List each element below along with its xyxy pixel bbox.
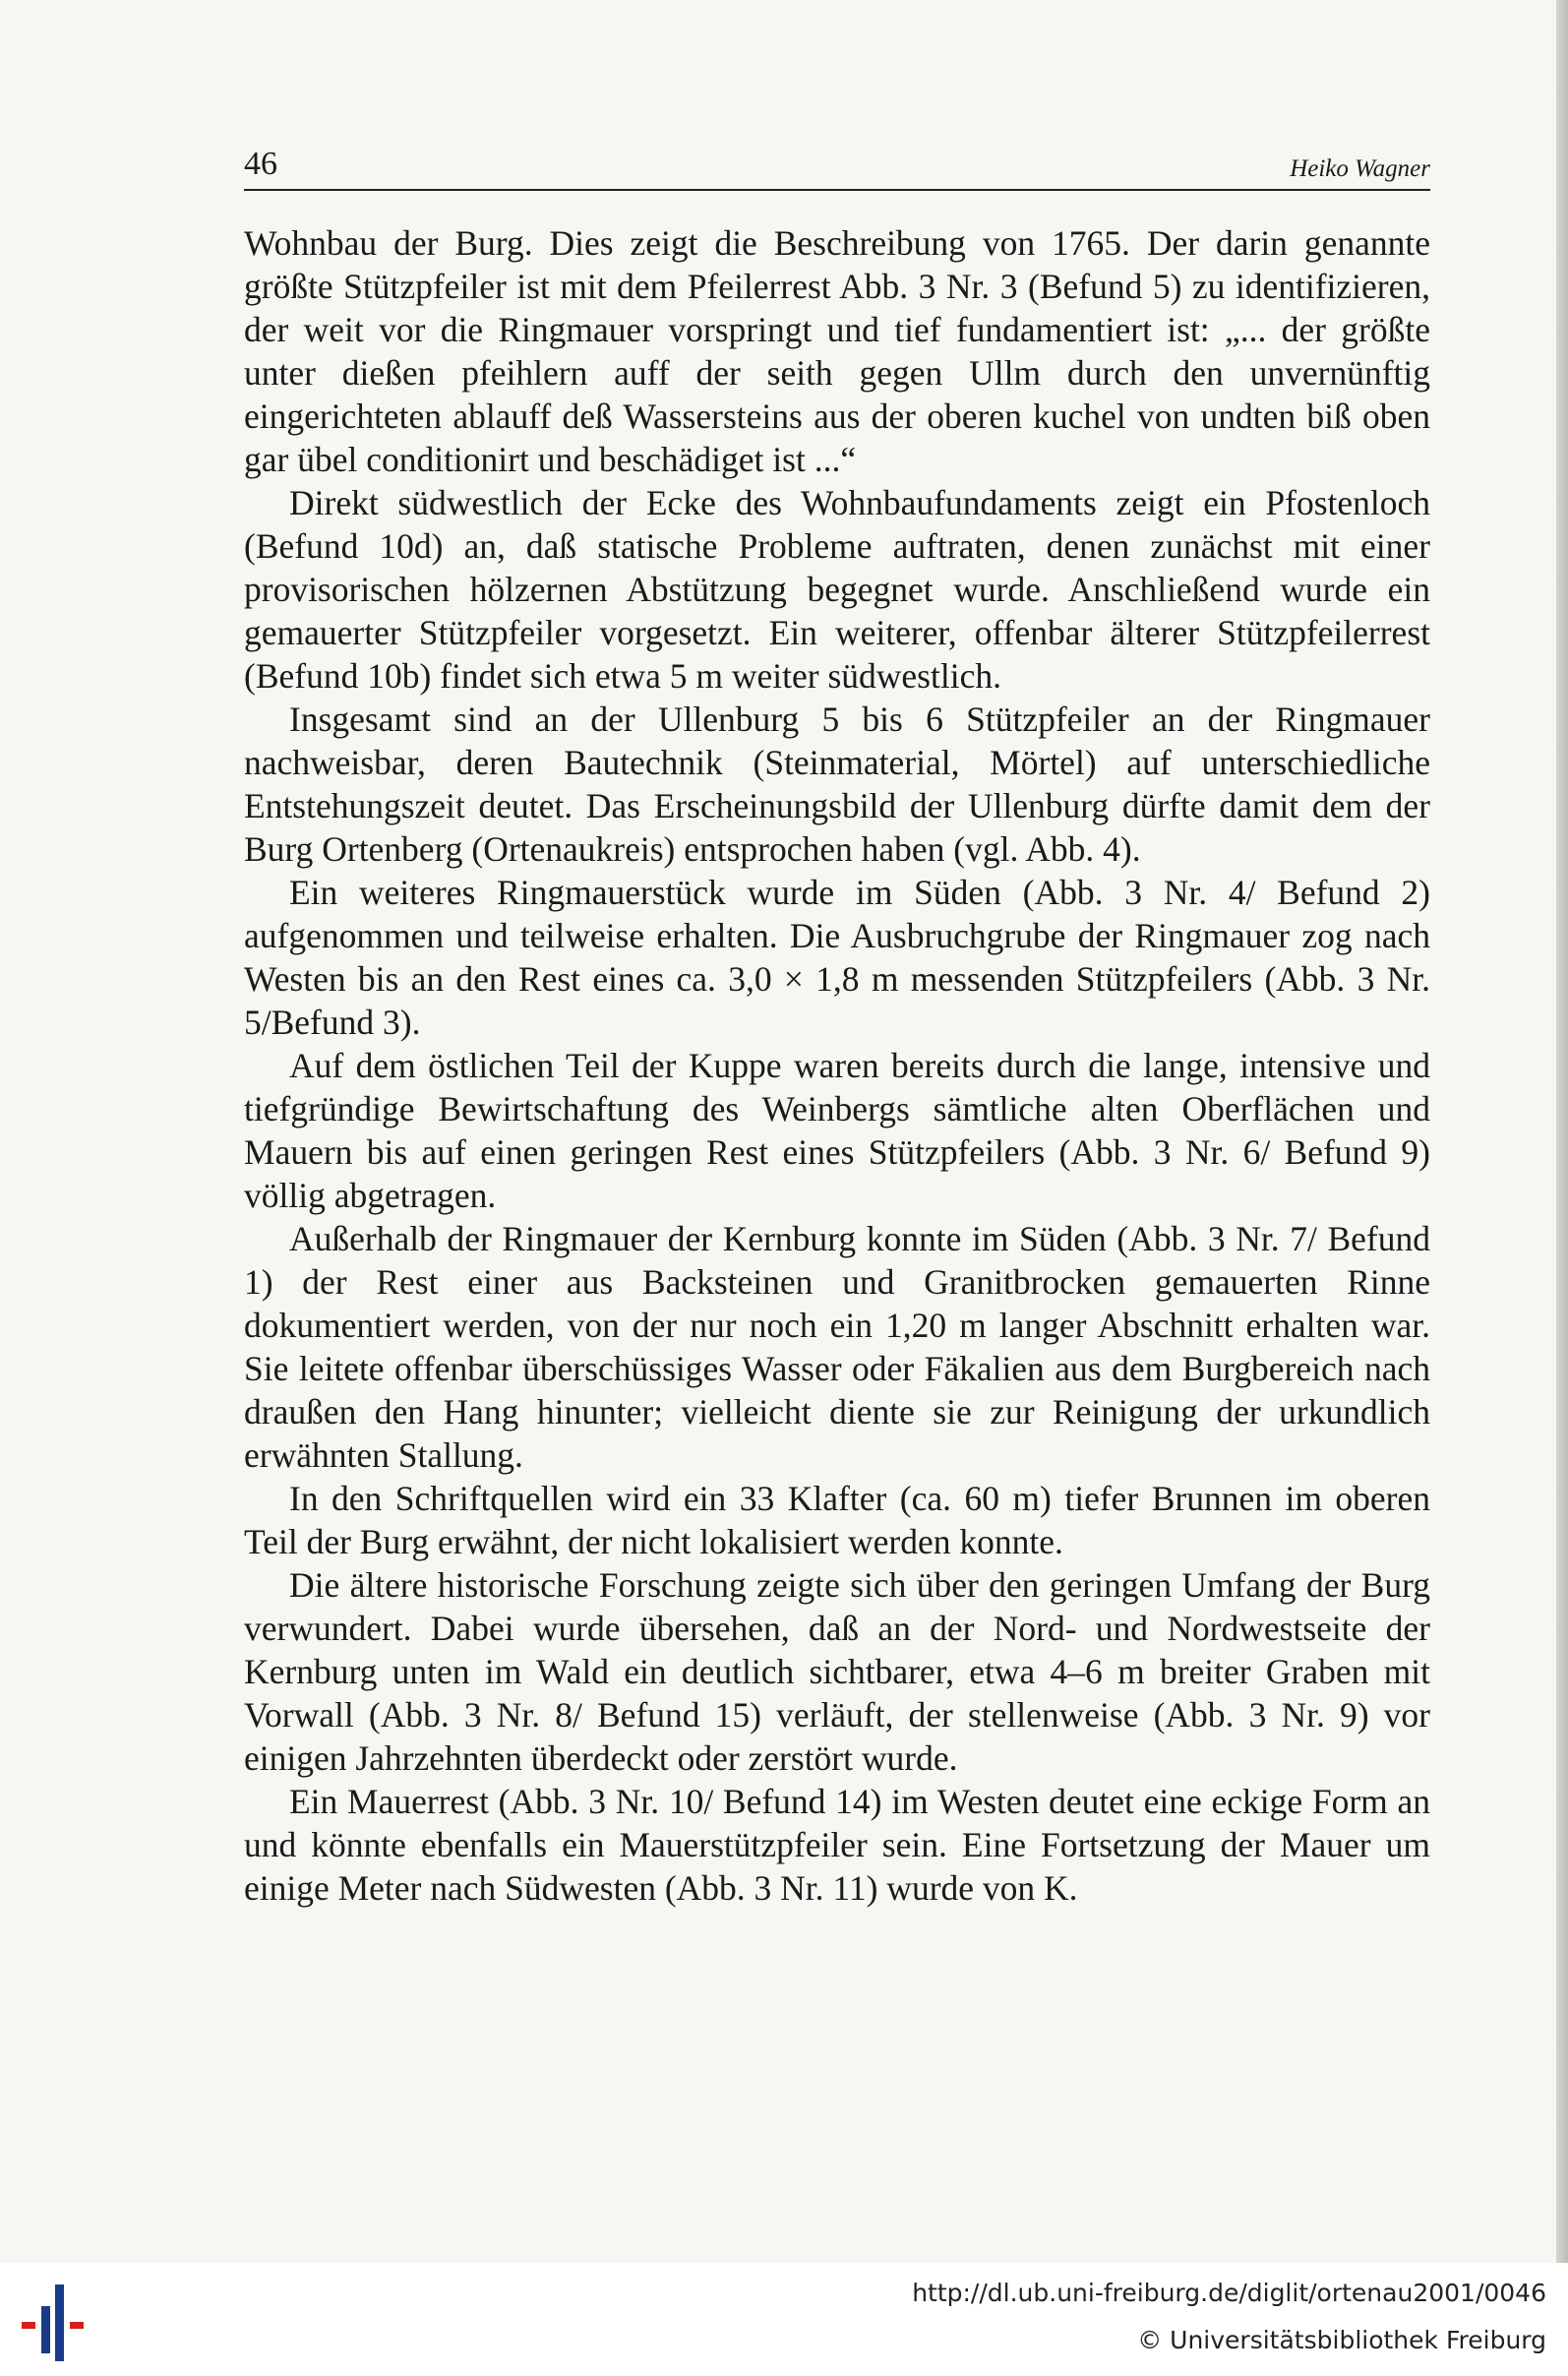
viewer-footer: [0, 2263, 1568, 2376]
body-text: [244, 221, 1430, 1910]
paragraph: Wohnbau der Burg. Dies zeigt die Beschreibung von 1765. Der darin genannte größte Stützpfeiler ist mit dem Pfeilerrest Abb. 3 Nr. 3 (Befund 5) zu identifizieren, der weit vor die Ringmauer vorspringt und tief fundamentiert ist: „... der größte unter dießen pfeihlern auff der seith gegen Ullm durch den unvernünftig eingerichteten ablauff deß Wassersteins aus der oberen kuchel von undten biß oben gar übel conditionirt und beschädiget ist ...“: [244, 223, 1430, 479]
paragraph: Außerhalb der Ringmauer der Kernburg konnte im Süden (Abb. 3 Nr. 7/ Befund 1) der Rest einer aus Backsteinen und Granitbrocken gemauerten Rinne dokumentiert werden, von der nur noch ein 1,20 m langer Abschnitt erhalten war. Sie leitete offenbar überschüssiges Wasser oder Fäkalien aus dem Burgbereich nach draußen den Hang hinunter; vielleicht diente sie zur Reinigung der urkundlich erwähnten Stallung.: [244, 1219, 1430, 1475]
paragraph: Ein weiteres Ringmauerstück wurde im Süden (Abb. 3 Nr. 4/ Befund 2) aufgenommen und teilweise erhalten. Die Ausbruchgrube der Ringmauer zog nach Westen bis an den Rest eines ca. 3,0 × 1,8 m messenden Stützpfeilers (Abb. 3 Nr. 5/Befund 3).: [244, 873, 1430, 1042]
paragraph: Insgesamt sind an der Ullenburg 5 bis 6 Stützpfeiler an der Ringmauer nachweisbar, deren Bautechnik (Steinmaterial, Mörtel) auf unterschiedliche Entstehungszeit deutet. Das Erscheinungsbild der Ullenburg dürfte damit dem der Burg Ortenberg (Ortenaukreis) entsprochen haben (vgl. Abb. 4).: [244, 700, 1430, 869]
page-number: 46: [244, 146, 277, 182]
paragraph: Ein Mauerrest (Abb. 3 Nr. 10/ Befund 14) im Westen deutet eine eckige Form an und könnte ebenfalls ein Mauerstützpfeiler sein. Eine Fortsetzung der Mauer um einige Meter nach Südwesten (Abb. 3 Nr. 11) wurde von K.: [244, 1782, 1430, 1908]
paragraph: Auf dem östlichen Teil der Kuppe waren bereits durch die lange, intensive und tiefgründige Bewirtschaftung des Weinbergs sämtliche alten Oberflächen und Mauern bis auf einen geringen Rest eines Stützpfeilers (Abb. 3 Nr. 6/ Befund 9) völlig abgetragen.: [244, 1046, 1430, 1215]
paragraph: In den Schriftquellen wird ein 33 Klafter (ca. 60 m) tiefer Brunnen im oberen Teil der Burg erwähnt, der nicht lokalisiert werden konnte.: [244, 1479, 1430, 1561]
page-edge-shadow: [1556, 0, 1568, 2263]
paragraph: Die ältere historische Forschung zeigte sich über den geringen Umfang der Burg verwundert. Dabei wurde übersehen, daß an der Nord- und Nordwestseite der Kernburg unten im Wald ein deutlich sichtbarer, etwa 4–6 m breiter Graben mit Vorwall (Abb. 3 Nr. 8/ Befund 15) verläuft, der stellenweise (Abb. 3 Nr. 9) vor einigen Jahrzehnten überdeckt oder zerstört wurde.: [244, 1565, 1430, 1778]
ub-freiburg-logo-icon: [20, 2285, 98, 2361]
permalink-url[interactable]: http://dl.ub.uni-freiburg.de/diglit/ortenau2001/0046: [912, 2279, 1546, 2307]
copyright-notice: © Universitätsbibliothek Freiburg: [1137, 2326, 1546, 2354]
running-head: Heiko Wagner: [1290, 155, 1430, 182]
page-header: [244, 140, 1430, 191]
paragraph: Direkt südwestlich der Ecke des Wohnbaufundaments zeigt ein Pfostenloch (Befund 10d) an, daß statische Probleme auftraten, denen zunächst mit einer provisorischen hölzernen Abstützung begegnet wurde. Anschließend wurde ein gemauerter Stützpfeiler vorgesetzt. Ein weiterer, offenbar älterer Stützpfeilerrest (Befund 10b) findet sich etwa 5 m weiter südwestlich.: [244, 483, 1430, 696]
